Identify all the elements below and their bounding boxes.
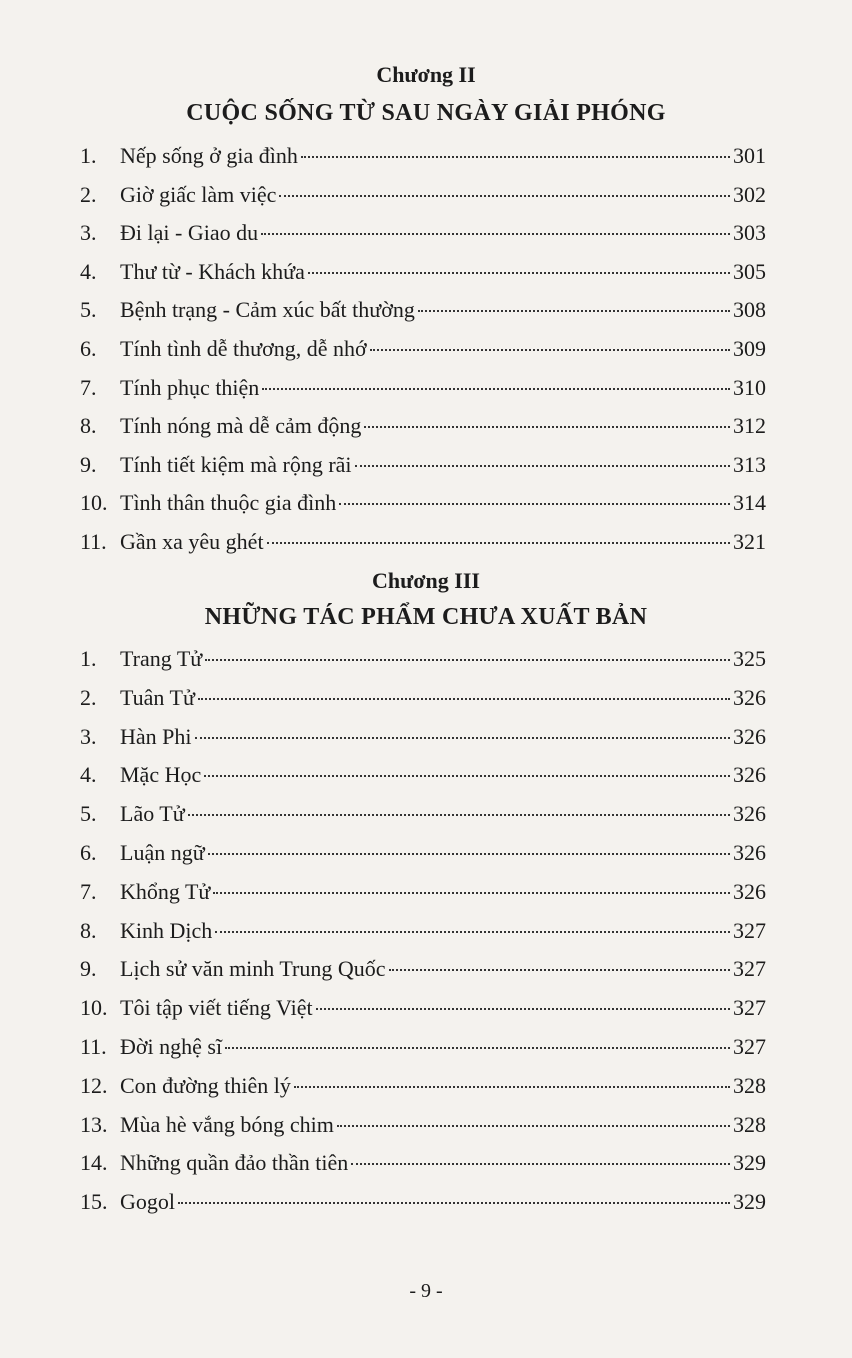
dot-leader [195, 735, 731, 739]
toc-entry-number: 1. [80, 646, 97, 671]
toc-entry-title: Tính phục thiện [120, 374, 260, 400]
toc-entry-number: 13. [80, 1111, 108, 1137]
toc-entry-title: Hàn Phi [120, 723, 192, 749]
toc-entry-title: Tuân Tử [120, 684, 195, 710]
toc-entry [80, 873, 766, 911]
chapter-3-title: NHỮNG TÁC PHẨM CHƯA XUẤT BẢN [204, 604, 648, 630]
toc-entry-page: 328 [733, 1111, 766, 1137]
toc-entry-number: 10. [80, 490, 108, 516]
toc-entry [80, 253, 766, 291]
dot-leader [364, 424, 730, 428]
toc-entry-number: 2. [80, 684, 97, 710]
toc-entry [80, 137, 766, 175]
dot-leader [337, 1123, 730, 1127]
toc-entry-title: Tôi tập viết tiếng Việt [120, 995, 313, 1021]
toc-entry-title: Tính tiết kiệm mà rộng rãi [120, 451, 352, 477]
toc-entry [80, 718, 766, 756]
toc-entry-number: 3. [80, 723, 97, 749]
toc-entry-title: Con đường thiên lý [120, 1072, 291, 1098]
toc-entry [80, 640, 766, 678]
toc-entry-page: 308 [733, 297, 766, 323]
toc-entry-title: Mặc Học [120, 762, 202, 788]
toc-entry-number: 5. [80, 297, 97, 323]
toc-entry-title: Tính tình dễ thương, dễ nhớ [120, 336, 367, 361]
toc-entry-title: Khổng Tử [120, 878, 211, 904]
toc-entry [80, 176, 766, 214]
toc-entry-page: 326 [733, 840, 766, 865]
toc-entry-number: 5. [80, 801, 97, 827]
toc-entry-title: Nếp sống ở gia đình [120, 143, 298, 168]
toc-entry-number: 14. [80, 1150, 108, 1176]
toc-entry-page: 305 [733, 258, 766, 284]
toc-entry-number: 12. [80, 1072, 108, 1098]
toc-entry [80, 407, 766, 445]
toc-entry [80, 989, 766, 1027]
dot-leader [178, 1200, 730, 1204]
toc-entry-title: Lão Tử [120, 801, 185, 827]
dot-leader [205, 657, 730, 661]
dot-leader [418, 308, 730, 312]
toc-entry-page: 325 [733, 646, 766, 671]
toc-entry-page: 328 [733, 1072, 766, 1098]
dot-leader [308, 270, 730, 274]
toc-entry-number: 10. [80, 995, 108, 1021]
toc-entry-number: 9. [80, 451, 97, 477]
dot-leader [389, 967, 730, 971]
toc-entry-page: 310 [733, 374, 766, 400]
toc-entry [80, 912, 766, 950]
dot-leader [294, 1084, 730, 1088]
page-number: - 9 - [409, 1280, 443, 1302]
toc-entry-page: 329 [733, 1150, 766, 1176]
toc-entry-number: 15. [80, 1189, 108, 1215]
toc-entry-number: 1. [80, 143, 97, 168]
toc-entry-number: 3. [80, 220, 97, 246]
dot-leader [301, 154, 730, 158]
toc-entry [80, 834, 766, 872]
toc-entry-page: 326 [733, 684, 766, 710]
toc-entry-title: Gogol [120, 1189, 175, 1215]
toc-entry [80, 756, 766, 794]
toc-entry-title: Những quần đảo thần tiên [120, 1150, 349, 1176]
toc-entry-title: Thư từ - Khách khứa [120, 258, 305, 284]
chapter-2-label: Chương II [376, 62, 476, 87]
dot-leader [204, 773, 730, 777]
toc-entry [80, 950, 766, 988]
toc-entry-number: 11. [80, 1034, 107, 1059]
toc-entry [80, 330, 766, 368]
toc-entry-page: 327 [733, 1034, 766, 1059]
toc-entry-title: Giờ giấc làm việc [120, 181, 277, 207]
dot-leader [213, 890, 730, 894]
toc-entry-page: 327 [733, 917, 766, 943]
toc-entry [80, 369, 766, 407]
toc-entry [80, 1067, 766, 1105]
toc-entry [80, 795, 766, 833]
dot-leader [188, 812, 730, 816]
toc-entry-number: 7. [80, 878, 97, 904]
toc-entry [80, 484, 766, 522]
toc-entry-page: 327 [733, 995, 766, 1021]
toc-entry-page: 309 [733, 336, 766, 361]
toc-entry [80, 1144, 766, 1182]
dot-leader [355, 463, 730, 467]
toc-entry [80, 214, 766, 252]
toc-entry [80, 291, 766, 329]
chapter-2-title: CUỘC SỐNG TỪ SAU NGÀY GIẢI PHÓNG [186, 100, 666, 126]
toc-entry-number: 8. [80, 413, 97, 439]
toc-entry-number: 9. [80, 956, 97, 982]
dot-leader [370, 347, 730, 351]
toc-entry-page: 303 [733, 220, 766, 246]
toc-entry-title: Trang Tử [120, 646, 203, 671]
toc-entry [80, 1028, 766, 1066]
toc-entry-page: 326 [733, 723, 766, 749]
dot-leader [267, 540, 730, 544]
toc-entry-page: 326 [733, 801, 766, 827]
toc-entry [80, 446, 766, 484]
toc-entry-page: 326 [733, 762, 766, 788]
toc-entry-title: Kinh Dịch [120, 917, 213, 943]
toc-entry-page: 313 [733, 451, 766, 477]
toc-entry-number: 7. [80, 374, 97, 400]
dot-leader [225, 1045, 730, 1049]
toc-entry-title: Tình thân thuộc gia đình [120, 490, 337, 516]
toc-entry-title: Luận ngữ [120, 840, 205, 865]
toc-entry-title: Đi lại - Giao du [120, 220, 259, 246]
toc-entry-number: 4. [80, 258, 97, 284]
toc-entry-number: 11. [80, 529, 107, 554]
toc-entry-number: 4. [80, 762, 97, 788]
toc-entry-page: 329 [733, 1189, 766, 1215]
toc-entry-title: Lịch sử văn minh Trung Quốc [120, 956, 386, 982]
toc-entry [80, 523, 766, 561]
dot-leader [316, 1006, 730, 1010]
chapter-3-label: Chương III [372, 568, 480, 593]
toc-entry-page: 326 [733, 878, 766, 904]
toc-entry-page: 302 [733, 181, 766, 207]
dot-leader [208, 851, 730, 855]
dot-leader [351, 1161, 730, 1165]
toc-entry-page: 314 [733, 490, 766, 516]
toc-entry-page: 327 [733, 956, 766, 982]
toc-entry-number: 2. [80, 181, 97, 207]
toc-entry [80, 1183, 766, 1221]
toc-entry [80, 679, 766, 717]
toc-entry-page: 301 [733, 143, 766, 168]
toc-entry-page: 312 [733, 413, 766, 439]
toc-entry-page: 321 [733, 529, 766, 554]
dot-leader [279, 193, 730, 197]
toc-entry-title: Mùa hè vắng bóng chim [120, 1111, 334, 1137]
toc-entry [80, 1106, 766, 1144]
dot-leader [339, 501, 730, 505]
toc-entry-title: Tính nóng mà dễ cảm động [120, 413, 362, 439]
toc-entry-number: 6. [80, 336, 97, 361]
toc-entry-number: 6. [80, 840, 97, 865]
toc-entry-title: Gần xa yêu ghét [120, 529, 264, 554]
toc-entry-number: 8. [80, 917, 97, 943]
dot-leader [261, 231, 730, 235]
dot-leader [198, 696, 730, 700]
toc-entry-title: Đời nghệ sĩ [120, 1034, 223, 1059]
dot-leader [262, 386, 730, 390]
toc-entry-title: Bệnh trạng - Cảm xúc bất thường [120, 297, 415, 323]
dot-leader [215, 929, 730, 933]
